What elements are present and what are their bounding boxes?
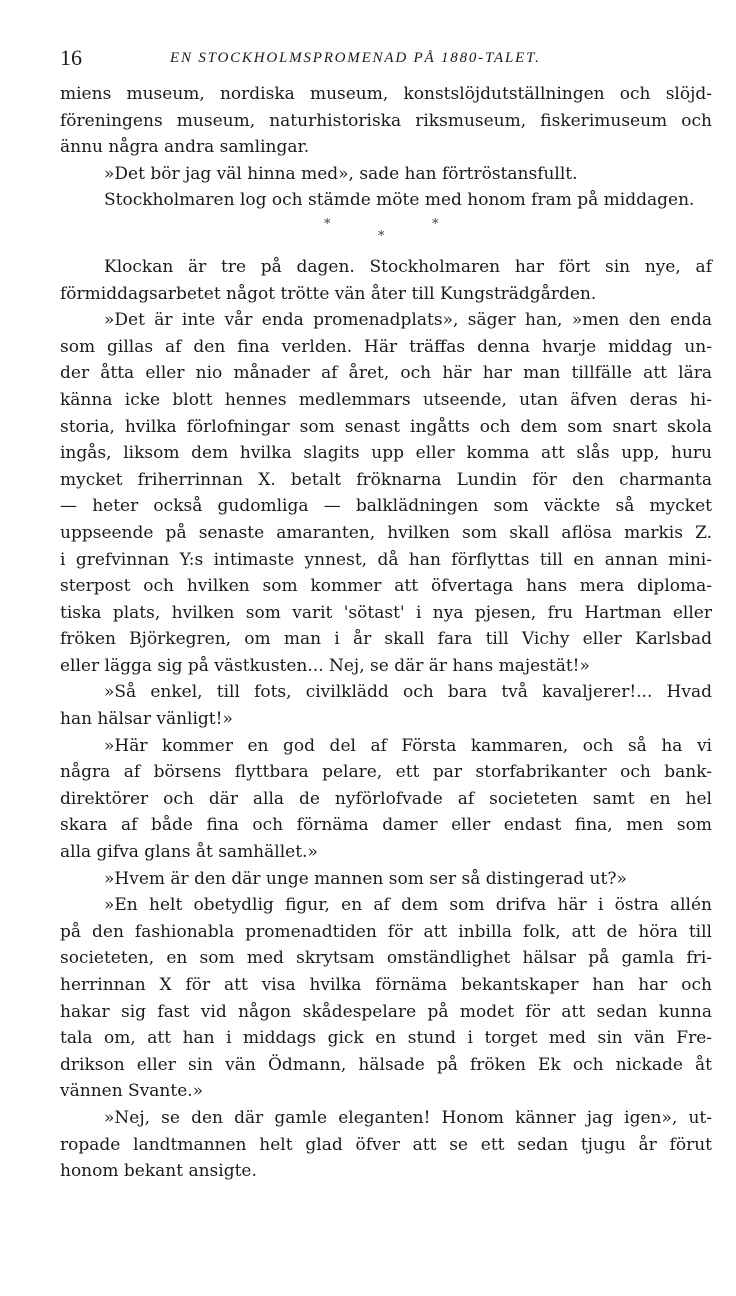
text-line: tiska plats, hvilken som varit 'sötast' i nya pjesen, fru Hartman eller [60, 602, 712, 623]
text-line: der åtta eller nio månader af året, och här har man tillfälle att lära [60, 363, 712, 384]
text-line: ingås, liksom dem hvilka slagits upp eller komma att slås upp, huru [60, 443, 712, 464]
text-line: förmiddagsarbetet något trötte vän åter till Kungsträdgården. [60, 283, 597, 304]
section-separator [60, 210, 712, 244]
text-line: uppseende på senaste amaranten, hvilken som skall aflösa markis Z. [60, 522, 712, 543]
paragraph [60, 161, 712, 188]
text-line: Stockholmaren log och stämde möte med honom fram på middagen. [104, 190, 695, 211]
paragraph [60, 679, 712, 732]
text-line: miens museum, nordiska museum, konstslöjdutställningen och slöjd- [60, 84, 712, 104]
page-header [0, 44, 736, 72]
text-line: på den fashionabla promenadtiden för att inbilla folk, att de höra till [60, 921, 712, 942]
text-line: eller lägga sig på västkusten... Nej, se där är hans majestät!» [60, 655, 590, 676]
text-line: hakar sig fast vid någon skådespelare på modet för att sedan kunna [60, 1001, 712, 1022]
paragraph [60, 866, 712, 893]
text-line: »Här kommer en god del af Första kammaren, och så ha vi [104, 735, 712, 756]
text-line: fröken Björkegren, om man i år skall fara till Vichy eller Karlsbad [60, 629, 712, 650]
text-line: Klockan är tre på dagen. Stockholmaren har fört sin nye, af [104, 256, 712, 277]
text-line: drikson eller sin vän Ödmann, hälsade på fröken Ek och nickade åt [60, 1054, 712, 1075]
paragraph [60, 1105, 712, 1185]
text-line: storia, hvilka förlofningar som senast ingåtts och dem som snart skola [60, 416, 712, 437]
separator-star: * [378, 228, 385, 244]
text-line: några af börsens flyttbara pelare, ett par storfabrikanter och bank- [60, 762, 712, 783]
text-line: skara af både fina och förnäma damer eller endast fina, men som [60, 815, 712, 836]
paragraph [60, 892, 712, 1105]
text-line: »En helt obetydlig figur, en af dem som drifva här i östra allén [104, 895, 712, 916]
text-line: ännu några andra samlingar. [60, 137, 310, 158]
text-line: — heter också gudomliga — balklädningen som väckte så mycket [60, 496, 712, 517]
text-line: mycket friherrinnan X. betalt fröknarna Lundin för den charmanta [60, 469, 712, 490]
text-line: föreningens museum, naturhistoriska riksmuseum, fiskerimuseum och [60, 110, 712, 131]
paragraph [60, 733, 712, 866]
paragraph [60, 307, 712, 679]
text-line: sterpost och hvilken som kommer att öfvertaga hans mera diploma- [60, 576, 712, 597]
text-line: honom bekant ansigte. [60, 1161, 257, 1182]
text-line: känna icke blott hennes medlemmars utseende, utan äfven deras hi- [60, 389, 712, 410]
body-text [60, 81, 712, 1185]
text-line: societeten, en som med skrytsam omständlighet hälsar på gamla fri- [60, 948, 712, 969]
text-line: »Det är inte vår enda promenadplats», säger han, »men den enda [104, 310, 712, 331]
text-line: vännen Svante.» [60, 1081, 204, 1102]
separator-star: * [432, 216, 439, 232]
separator-star: * [324, 216, 331, 232]
text-line: »Det bör jag väl hinna med», sade han förtröstansfullt. [104, 163, 578, 184]
text-line: tala om, att han i middags gick en stund i torget med sin vän Fre- [60, 1028, 712, 1049]
text-line: »Så enkel, till fots, civilklädd och bara två kavaljerer!... Hvad [104, 682, 712, 703]
paragraph [60, 254, 712, 307]
paragraph-continued [60, 81, 712, 161]
running-title: EN STOCKHOLMSPROMENAD PÅ 1880-TALET. [170, 50, 541, 66]
text-line: »Nej, se den där gamle eleganten! Honom känner jag igen», ut- [104, 1107, 712, 1128]
text-line: han hälsar vänligt!» [60, 709, 233, 730]
text-line: herrinnan X för att visa hvilka förnäma bekantskaper han har och [60, 975, 712, 995]
text-line: i grefvinnan Y:s intimaste ynnest, då han förflyttas till en annan mini- [60, 549, 712, 570]
text-line: alla gifva glans åt samhället.» [60, 842, 318, 863]
text-line: som gillas af den fina verlden. Här träffas denna hvarje middag un- [60, 336, 712, 357]
page-number: 16 [60, 45, 82, 70]
text-line: direktörer och där alla de nyförlofvade af societeten samt en hel [60, 788, 712, 809]
text-line: »Hvem är den där unge mannen som ser så distingerad ut?» [104, 868, 627, 889]
text-line: ropade landtmannen helt glad öfver att se ett sedan tjugu år förut [60, 1134, 712, 1155]
